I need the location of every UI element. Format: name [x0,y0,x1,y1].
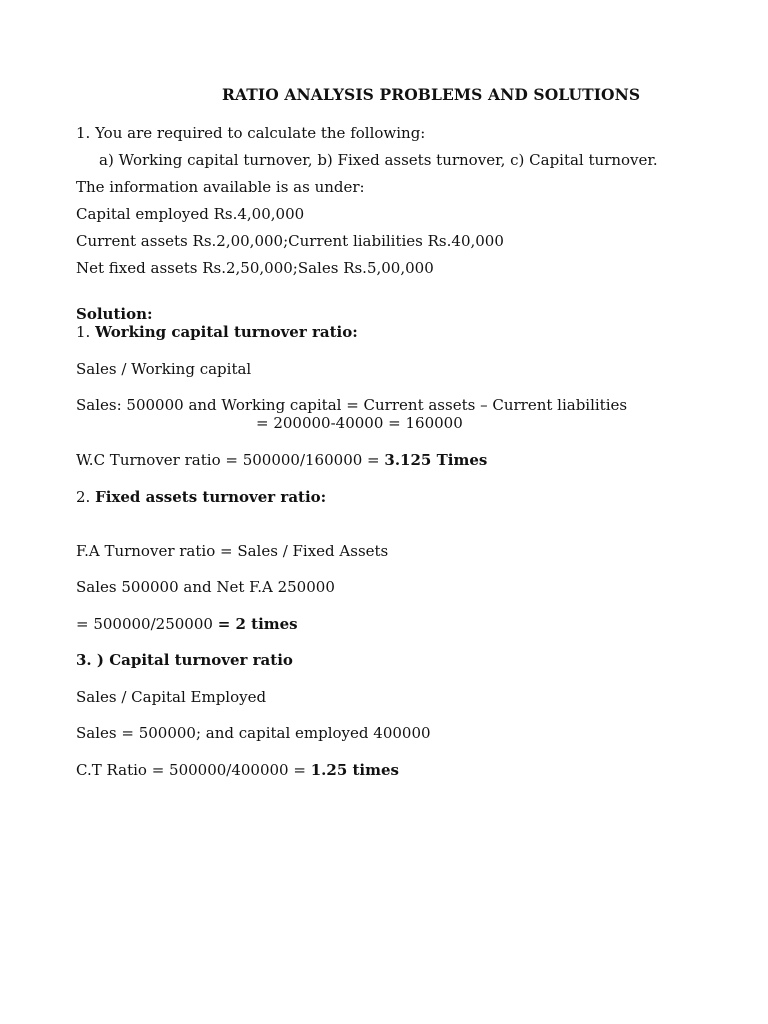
section-2-line1: Sales 500000 and Net F.A 250000 [76,578,335,596]
section-3-line1: Sales = 500000; and capital employed 400000 [76,724,431,742]
section-2-number: 2. [76,488,96,506]
section-1-heading [76,323,358,341]
section-2-result-line [76,615,298,633]
section-3-result-line [76,761,399,779]
section-2-title: Fixed assets turnover ratio: [95,488,327,506]
solution-heading: Solution: [76,305,153,323]
section-1-formula: Sales / Working capital [76,360,252,378]
section-2-result: = 2 times [217,615,298,633]
section-3-result: 1.25 times [310,761,399,779]
section-2-heading [76,488,326,506]
section-1-result: 3.125 Times [384,451,488,469]
section-1-result-prefix: W.C Turnover ratio = 500000/160000 = [76,451,385,469]
section-3-heading: 3. ) Capital turnover ratio [76,651,293,669]
problem-fixed-sales: Net fixed assets Rs.2,50,000;Sales Rs.5,00,000 [76,259,434,277]
section-2-formula: F.A Turnover ratio = Sales / Fixed Assets [76,542,389,560]
section-1-result-line [76,451,487,469]
problem-current-items: Current assets Rs.2,00,000;Current liabilities Rs.40,000 [76,232,504,250]
problem-intro: 1. You are required to calculate the following: [76,124,426,142]
problem-capital-employed: Capital employed Rs.4,00,000 [76,205,305,223]
section-1-line1: Sales: 500000 and Working capital = Current assets – Current liabilities [76,396,628,414]
section-3-formula: Sales / Capital Employed [76,688,267,706]
section-2-result-prefix: = 500000/250000 [76,615,218,633]
section-1-line2: = 200000-40000 = 160000 [256,414,463,432]
document-title: RATIO ANALYSIS PROBLEMS AND SOLUTIONS [222,85,641,104]
problem-info-intro: The information available is as under: [76,178,365,196]
section-1-number: 1. [76,323,96,341]
problem-items: a) Working capital turnover, b) Fixed assets turnover, c) Capital turnover. [99,151,658,169]
section-1-title: Working capital turnover ratio: [95,323,358,341]
section-3-result-prefix: C.T Ratio = 500000/400000 = [76,761,311,779]
